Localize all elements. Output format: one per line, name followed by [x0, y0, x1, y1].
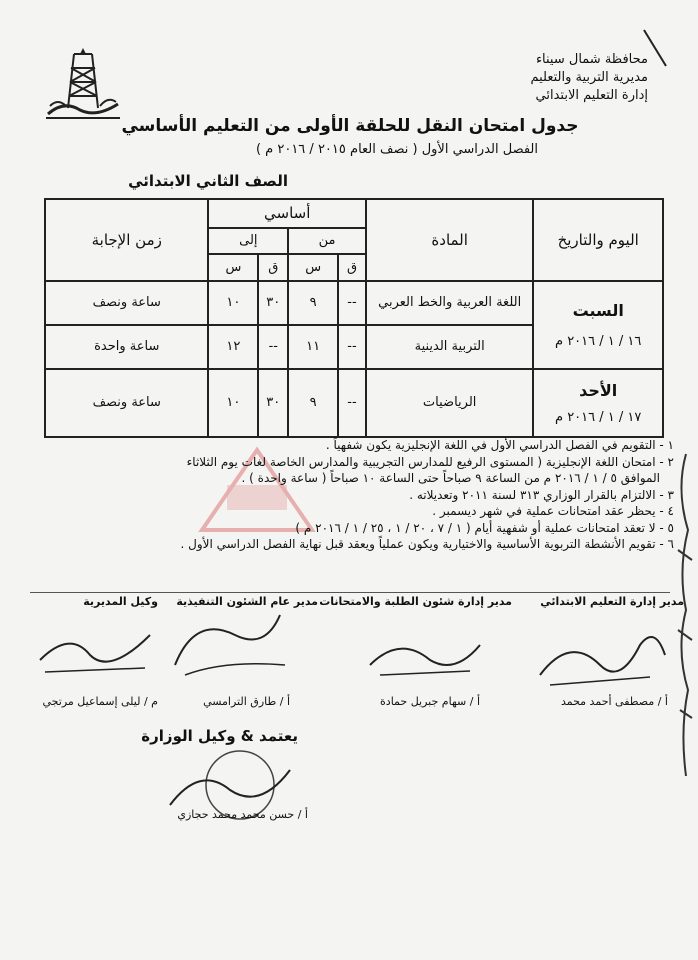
day-date: ١٧ / ١ / ٢٠١٦ م: [555, 409, 642, 425]
header-basic: أساسي: [208, 199, 365, 228]
exam-schedule-table: [44, 198, 664, 438]
duration-cell: ساعة واحدة: [45, 325, 208, 369]
signature-mark: [165, 605, 295, 685]
approval-label: يعتمد & وكيل الوزارة: [141, 727, 298, 745]
notes-list: [24, 437, 674, 553]
day-name: السبت: [572, 300, 624, 320]
page-title: جدول امتحان النقل للحلقة الأولى من التعليم الأساسي: [121, 116, 579, 136]
to-hour-cell: ١٠: [208, 369, 258, 437]
day-name: الأحد: [579, 380, 618, 400]
header-from-hour: س: [288, 254, 338, 280]
note-item: ٥ - لا تعقد امتحانات عملية أو شفهية أيام ( ١ / ٧ ، ٢٠ / ١ ، ٢٥ / ١ / ٢٠١٦ م ): [295, 520, 674, 535]
from-min-cell: --: [338, 281, 366, 325]
signature-name: أ / مصطفى أحمد محمد: [560, 695, 668, 708]
to-hour-cell: ١٢: [208, 325, 258, 369]
header-to: إلى: [208, 228, 288, 254]
note-item: ٢ - امتحان اللغة الإنجليزية ( المستوى الرفيع للمدارس التجريبية والمدارس الخاصة لغات يوم الثلاثاء: [186, 454, 674, 469]
handwritten-annotation: [672, 450, 698, 780]
table-row: [45, 369, 663, 437]
administration-label: إدارة التعليم الابتدائي: [535, 88, 648, 103]
from-min-cell: --: [338, 369, 366, 437]
header-to-min: ق: [258, 254, 288, 280]
day-cell: [533, 369, 663, 437]
header-to-hour: س: [208, 254, 258, 280]
governorate-label: محافظة شمال سيناء: [535, 52, 648, 67]
signature-title: مدير إدارة شئون الطلبة والامتحانات: [319, 595, 512, 608]
header-subject: المادة: [366, 199, 533, 281]
header-from: من: [288, 228, 366, 254]
note-item: ٤ - يحظر عقد امتحانات عملية في شهر ديسمبر .: [432, 504, 674, 518]
table-header-row: [45, 199, 663, 228]
signature-mark: [360, 625, 490, 685]
note-item: ٦ - تقويم الأنشطة التربوية الأساسية والاختيارية ويكون عملياً ويعقد قبل نهاية الفصل الدراسي الأول .: [180, 537, 674, 551]
header-day-date: اليوم والتاريخ: [533, 199, 663, 281]
signature-mark: [530, 615, 670, 690]
signature-name: أ / طارق الترامسي: [203, 695, 290, 708]
subject-cell: اللغة العربية والخط العربي: [366, 281, 533, 325]
subject-cell: الرياضيات: [366, 369, 533, 437]
from-hour-cell: ٩: [288, 369, 338, 437]
from-hour-cell: ١١: [288, 325, 338, 369]
signature-title: مدير إدارة التعليم الابتدائي: [540, 595, 684, 608]
signature-name: أ / سهام جبريل حمادة: [380, 695, 480, 708]
note-item: ٣ - الالتزام بالقرار الوزاري ٣١٣ لسنة ٢٠١١ وتعديلاته .: [409, 487, 674, 502]
from-hour-cell: ٩: [288, 281, 338, 325]
to-min-cell: --: [258, 325, 288, 369]
from-min-cell: --: [338, 325, 366, 369]
day-date: ١٦ / ١ / ٢٠١٦ م: [555, 333, 642, 349]
signature-mark: [30, 610, 160, 685]
duration-cell: ساعة ونصف: [45, 281, 208, 325]
signature-title: مدير عام الشئون التنفيذية: [176, 595, 318, 608]
to-min-cell: ٣٠: [258, 281, 288, 325]
header-duration: زمن الإجابة: [45, 199, 208, 281]
note-item: الموافق ٥ / ١ / ٢٠١٦ م من الساعة ٩ صباحاً حتى الساعة ١٠ صباحاً ( ساعة واحدة ) .: [241, 471, 660, 485]
header-from-min: ق: [338, 254, 366, 280]
signature-title: وكيل المديرية: [83, 595, 158, 608]
duration-cell: ساعة ونصف: [45, 369, 208, 437]
day-cell: [533, 281, 663, 369]
directorate-label: مديرية التربية والتعليم: [530, 70, 648, 85]
note-item: ١ - التقويم في الفصل الدراسي الأول في اللغة الإنجليزية يكون شفهياً .: [325, 438, 674, 452]
table-row: [45, 281, 663, 325]
grade-label: الصف الثاني الابتدائي: [128, 172, 288, 190]
oil-derrick-logo-icon: [44, 48, 122, 120]
approval-name: أ / حسن محمد محمد حجازي: [177, 808, 308, 821]
signature-name: م / ليلى إسماعيل مرتجي: [42, 695, 158, 708]
subject-cell: التربية الدينية: [366, 325, 533, 369]
page-subtitle: الفصل الدراسي الأول ( نصف العام ٢٠١٥ / ٢٠١٦ م ): [255, 142, 538, 157]
divider: [30, 592, 670, 593]
to-hour-cell: ١٠: [208, 281, 258, 325]
to-min-cell: ٣٠: [258, 369, 288, 437]
